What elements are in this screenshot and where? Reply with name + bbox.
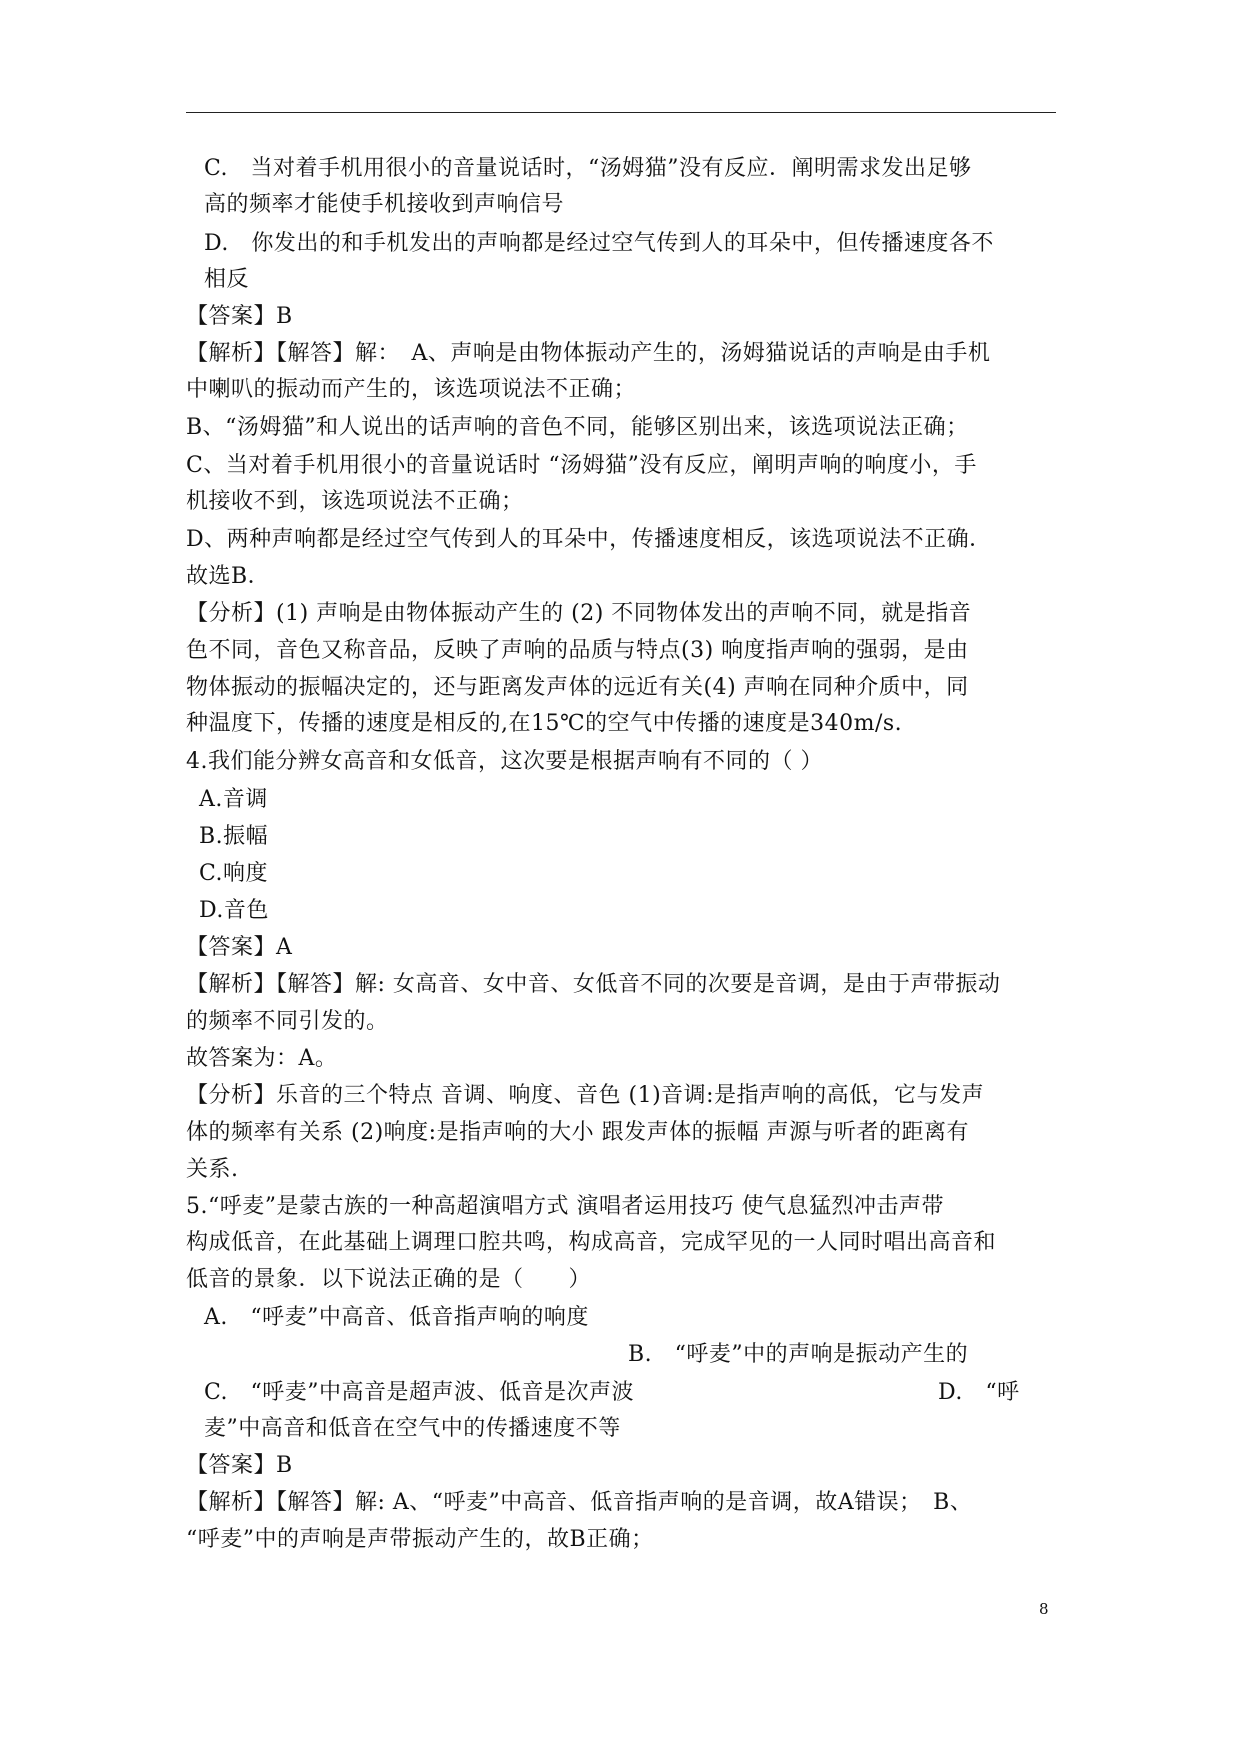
text-line: 机接收不到，该选项说法不正确； [186, 489, 524, 514]
text-line: 构成低音，在此基础上调理口腔共鸣，构成高音，完成罕见的一人同时唱出高音和 [186, 1230, 997, 1255]
option-a: A. “呼麦”中高音、低音指声响的响度 [204, 1305, 589, 1330]
text-line: B、“汤姆猫”和人说出的话声响的音色不同，能够区别出来，该选项说法正确； [186, 415, 969, 440]
option-a: A.音调 [199, 787, 268, 812]
text-line: 【答案】B [186, 304, 293, 329]
text-line: 相反 [204, 267, 250, 292]
option-b: B. “呼麦”中的声响是振动产生的 [628, 1342, 969, 1367]
text-line: 高的频率才能使手机接收到声响信号 [204, 192, 565, 217]
page-number: 8 [1039, 1600, 1049, 1618]
text-line: 关系. [186, 1157, 239, 1182]
text-line: D. 你发出的和手机发出的声响都是经过空气传到人的耳朵中，但传播速度各不 [204, 231, 994, 256]
text-line: 【解析】【解答】解： A、声响是由物体振动产生的，汤姆猫说话的声响是由手机 [186, 341, 991, 366]
answer: 【答案】B [186, 1453, 293, 1478]
text-line: C、当对着手机用很小的音量说话时 “汤姆猫”没有反应，阐明声响的响度小，手 [186, 453, 977, 478]
text-line: 中喇叭的振动而产生的，该选项说法不正确； [186, 377, 637, 402]
option-b: B.振幅 [199, 824, 269, 849]
text-line: C. 当对着手机用很小的音量说话时，“汤姆猫”没有反应．阐明需求发出足够 [204, 156, 972, 181]
text-line: 的频率不同引发的。 [186, 1009, 389, 1034]
answer: 【答案】A [186, 935, 293, 960]
question-5: 5.“呼麦”是蒙古族的一种高超演唱方式 演唱者运用技巧 使气息猛烈冲击声带 [186, 1194, 944, 1219]
text-line: 体的频率有关系 (2)响度:是指声响的大小 跟发声体的振幅 声源与听者的距离有 [186, 1120, 970, 1145]
text-line: 物体振动的振幅决定的，还与距离发声体的远近有关(4) 声响在同种介质中，同 [186, 675, 969, 700]
option-c: C. “呼麦”中高音是超声波、低音是次声波 [204, 1380, 635, 1405]
option-d: D. “呼 [938, 1380, 1020, 1405]
text-line: 种温度下，传播的速度是相反的,在15℃的空气中传播的速度是340m/s. [186, 711, 903, 736]
question-4: 4.我们能分辨女高音和女低音，这次要是根据声响有不同的（ ） [186, 749, 823, 774]
text-line: 低音的景象．以下说法正确的是（ ） [186, 1267, 592, 1292]
text-line: 【解析】【解答】解: A、“呼麦”中高音、低音指声响的是音调，故A错误； B、 [186, 1490, 973, 1515]
option-c: C.响度 [199, 861, 269, 886]
option-d: D.音色 [199, 898, 269, 923]
text-line: 麦”中高音和低音在空气中的传播速度不等 [204, 1416, 621, 1441]
text-line: 故选B． [186, 564, 271, 589]
text-line: 【分析】乐音的三个特点 音调、响度、音色 (1)音调:是指声响的高低，它与发声 [186, 1083, 985, 1108]
text-line: 故答案为：A。 [186, 1046, 338, 1071]
text-line: 【分析】(1) 声响是由物体振动产生的 (2) 不同物体发出的声响不同，就是指音 [186, 601, 972, 626]
header-rule [186, 112, 1056, 113]
text-line: D、两种声响都是经过空气传到人的耳朵中，传播速度相反，该选项说法不正确． [186, 527, 992, 552]
text-line: 【解析】【解答】解: 女高音、女中音、女低音不同的次要是音调，是由于声带振动 [186, 972, 1001, 997]
text-line: 色不同，音色又称音品，反映了声响的品质与特点(3) 响度指声响的强弱，是由 [186, 638, 969, 663]
text-line: “呼麦”中的声响是声带振动产生的，故B正确； [186, 1527, 654, 1552]
